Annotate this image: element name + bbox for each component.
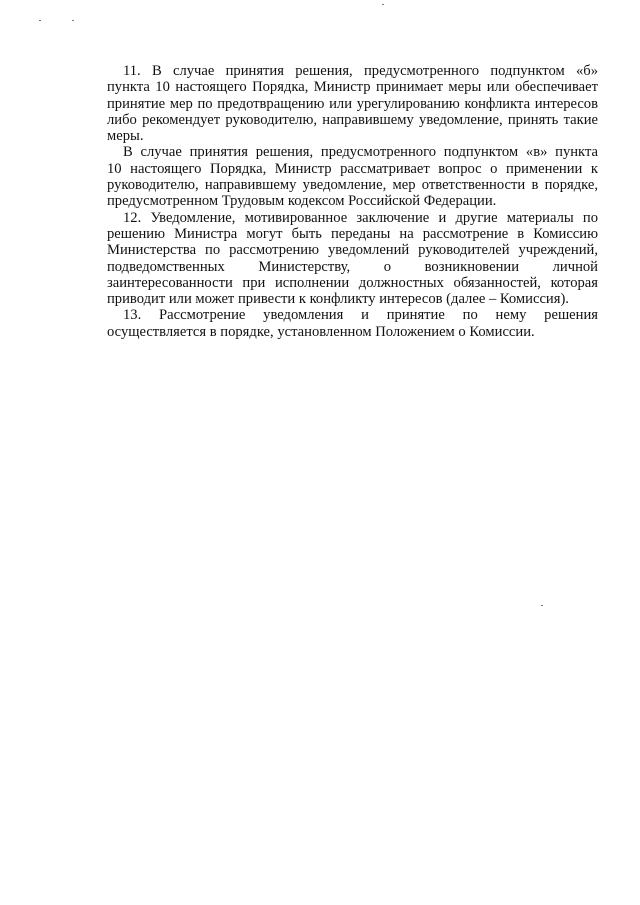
text-line: подведомственных Министерству, о возникновении личной — [107, 258, 598, 275]
scan-speck — [72, 20, 74, 21]
scan-speck — [541, 605, 543, 606]
paragraph — [107, 63, 598, 144]
text-line: пункта 10 настоящего Порядка, Министр принимает меры или обеспечивает — [107, 79, 598, 96]
text-line: 12. Уведомление, мотивированное заключение и другие материалы по — [123, 209, 598, 226]
text-line: предусмотренном Трудовым кодексом Российской Федерации. — [107, 193, 497, 210]
text-line: В случае принятия решения, предусмотренного подпунктом «в» пункта — [123, 144, 598, 161]
document-body — [107, 63, 598, 340]
scan-speck — [382, 4, 384, 5]
text-line: решению Министра могут быть переданы на рассмотрение в Комиссию — [107, 225, 598, 242]
text-line: заинтересованности при исполнении должностных обязанностей, которая — [107, 274, 598, 291]
text-line: приводит или может привести к конфликту интересов (далее – Комиссия). — [107, 291, 569, 308]
text-line: 13. Рассмотрение уведомления и принятие по нему решения — [123, 307, 598, 324]
text-line: принятие мер по предотвращению или урегулированию конфликта интересов — [107, 95, 598, 112]
text-line: либо рекомендует руководителю, направившему уведомление, принять такие — [107, 111, 598, 128]
text-line: руководителю, направившему уведомление, мер ответственности в порядке, — [107, 177, 598, 194]
paragraph — [107, 144, 598, 209]
paragraph — [107, 210, 598, 308]
text-line: осуществляется в порядке, установленном Положением о Комиссии. — [107, 323, 535, 340]
text-line: 10 настоящего Порядка, Министр рассматривает вопрос о применении к — [107, 160, 598, 177]
paragraph — [107, 307, 598, 340]
scan-speck — [39, 20, 41, 21]
text-line: Министерства по рассмотрению уведомлений руководителей учреждений, — [107, 242, 598, 259]
text-line: 11. В случае принятия решения, предусмотренного подпунктом «б» — [123, 63, 598, 79]
text-line: меры. — [107, 128, 144, 145]
